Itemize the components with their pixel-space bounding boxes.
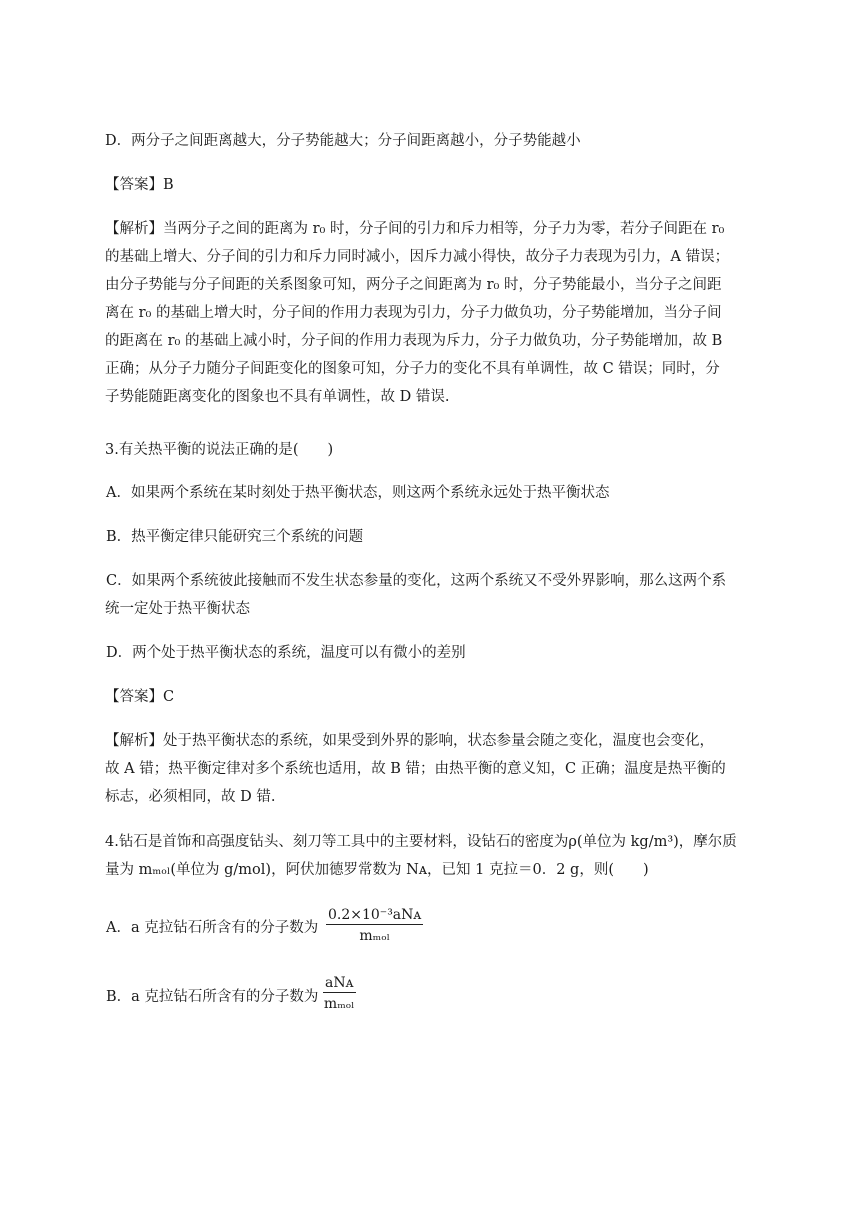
option-b-q3: B．热平衡定律只能研究三个系统的问题 <box>106 529 364 545</box>
formula-a-numerator: 0.2×10⁻³aNᴀ <box>328 907 422 923</box>
option-a-q3: A．如果两个系统在某时刻处于热平衡状态，则这两个系统永远处于热平衡状态 <box>106 485 610 501</box>
option-d-q3: D．两个处于热平衡状态的系统，温度可以有微小的差别 <box>106 645 466 661</box>
question-3: 3.有关热平衡的说法正确的是( ) <box>105 442 334 458</box>
option-d-q2: D．两分子之间距离越大，分子势能越大；分子间距离越小，分子势能越小 <box>105 133 581 149</box>
analysis-q2-line5: 的距离在 r₀ 的基础上减小时，分子间的作用力表现为斥力，分子力做负功，分子势能增加，故 B <box>105 333 723 349</box>
analysis-q3-line3: 标志，必须相同，故 D 错. <box>105 789 276 805</box>
option-c-q3-line2: 统一定处于热平衡状态 <box>105 601 250 617</box>
analysis-q2-line2: 的基础上增大、分子间的引力和斥力同时减小，因斥力减小得快，故分子力表现为引力，A 错误； <box>105 249 730 265</box>
answer-q2: 【答案】B <box>105 177 174 193</box>
option-a-q4: A．a 克拉钻石所含有的分子数为 <box>106 920 319 936</box>
analysis-q2-line7: 子势能随距离变化的图象也不具有单调性，故 D 错误. <box>105 389 450 405</box>
formula-b-numerator: aNᴀ <box>325 975 354 991</box>
answer-q3: 【答案】C <box>105 689 175 705</box>
question-4-line1: 4.钻石是首饰和高强度钻头、刻刀等工具中的主要材料，设钻石的密度为ρ(单位为 kg/m³)，摩尔质 <box>105 834 737 850</box>
question-4-line2: 量为 mₘₒₗ(单位为 g/mol)，阿伏加德罗常数为 Nᴀ，已知 1 克拉＝0．2 g，则( ) <box>105 862 649 878</box>
analysis-q3-line1: 【解析】处于热平衡状态的系统，如果受到外界的影响，状态参量会随之变化，温度也会变化， <box>105 733 714 749</box>
option-c-q3-line1: C．如果两个系统彼此接触而不发生状态参量的变化，这两个系统又不受外界影响，那么这两个系 <box>106 573 727 589</box>
analysis-q3-line2: 故 A 错；热平衡定律对多个系统也适用，故 B 错；由热平衡的意义知，C 正确；温度是热平衡的 <box>105 761 726 777</box>
formula-a-denominator: mₘₒₗ <box>359 928 390 944</box>
analysis-q2-line6: 正确；从分子力随分子间距变化的图象可知，分子力的变化不具有单调性，故 C 错误；同时，分 <box>105 361 720 377</box>
analysis-q2-line4: 离在 r₀ 的基础上增大时，分子间的作用力表现为引力，分子力做负功，分子势能增加，当分子间 <box>105 305 722 321</box>
option-b-q4: B．a 克拉钻石所含有的分子数为 <box>106 989 319 1005</box>
formula-b <box>323 974 356 1013</box>
analysis-q2-line3: 由分子势能与分子间距的关系图象可知，两分子之间距离为 r₀ 时，分子势能最小，当分子之间距 <box>105 277 722 293</box>
formula-a <box>326 906 423 945</box>
formula-b-denominator: mₘₒₗ <box>323 996 355 1012</box>
analysis-q2-line1: 【解析】当两分子之间的距离为 r₀ 时，分子间的引力和斥力相等，分子力为零，若分子间距在 r₀ <box>105 221 725 237</box>
